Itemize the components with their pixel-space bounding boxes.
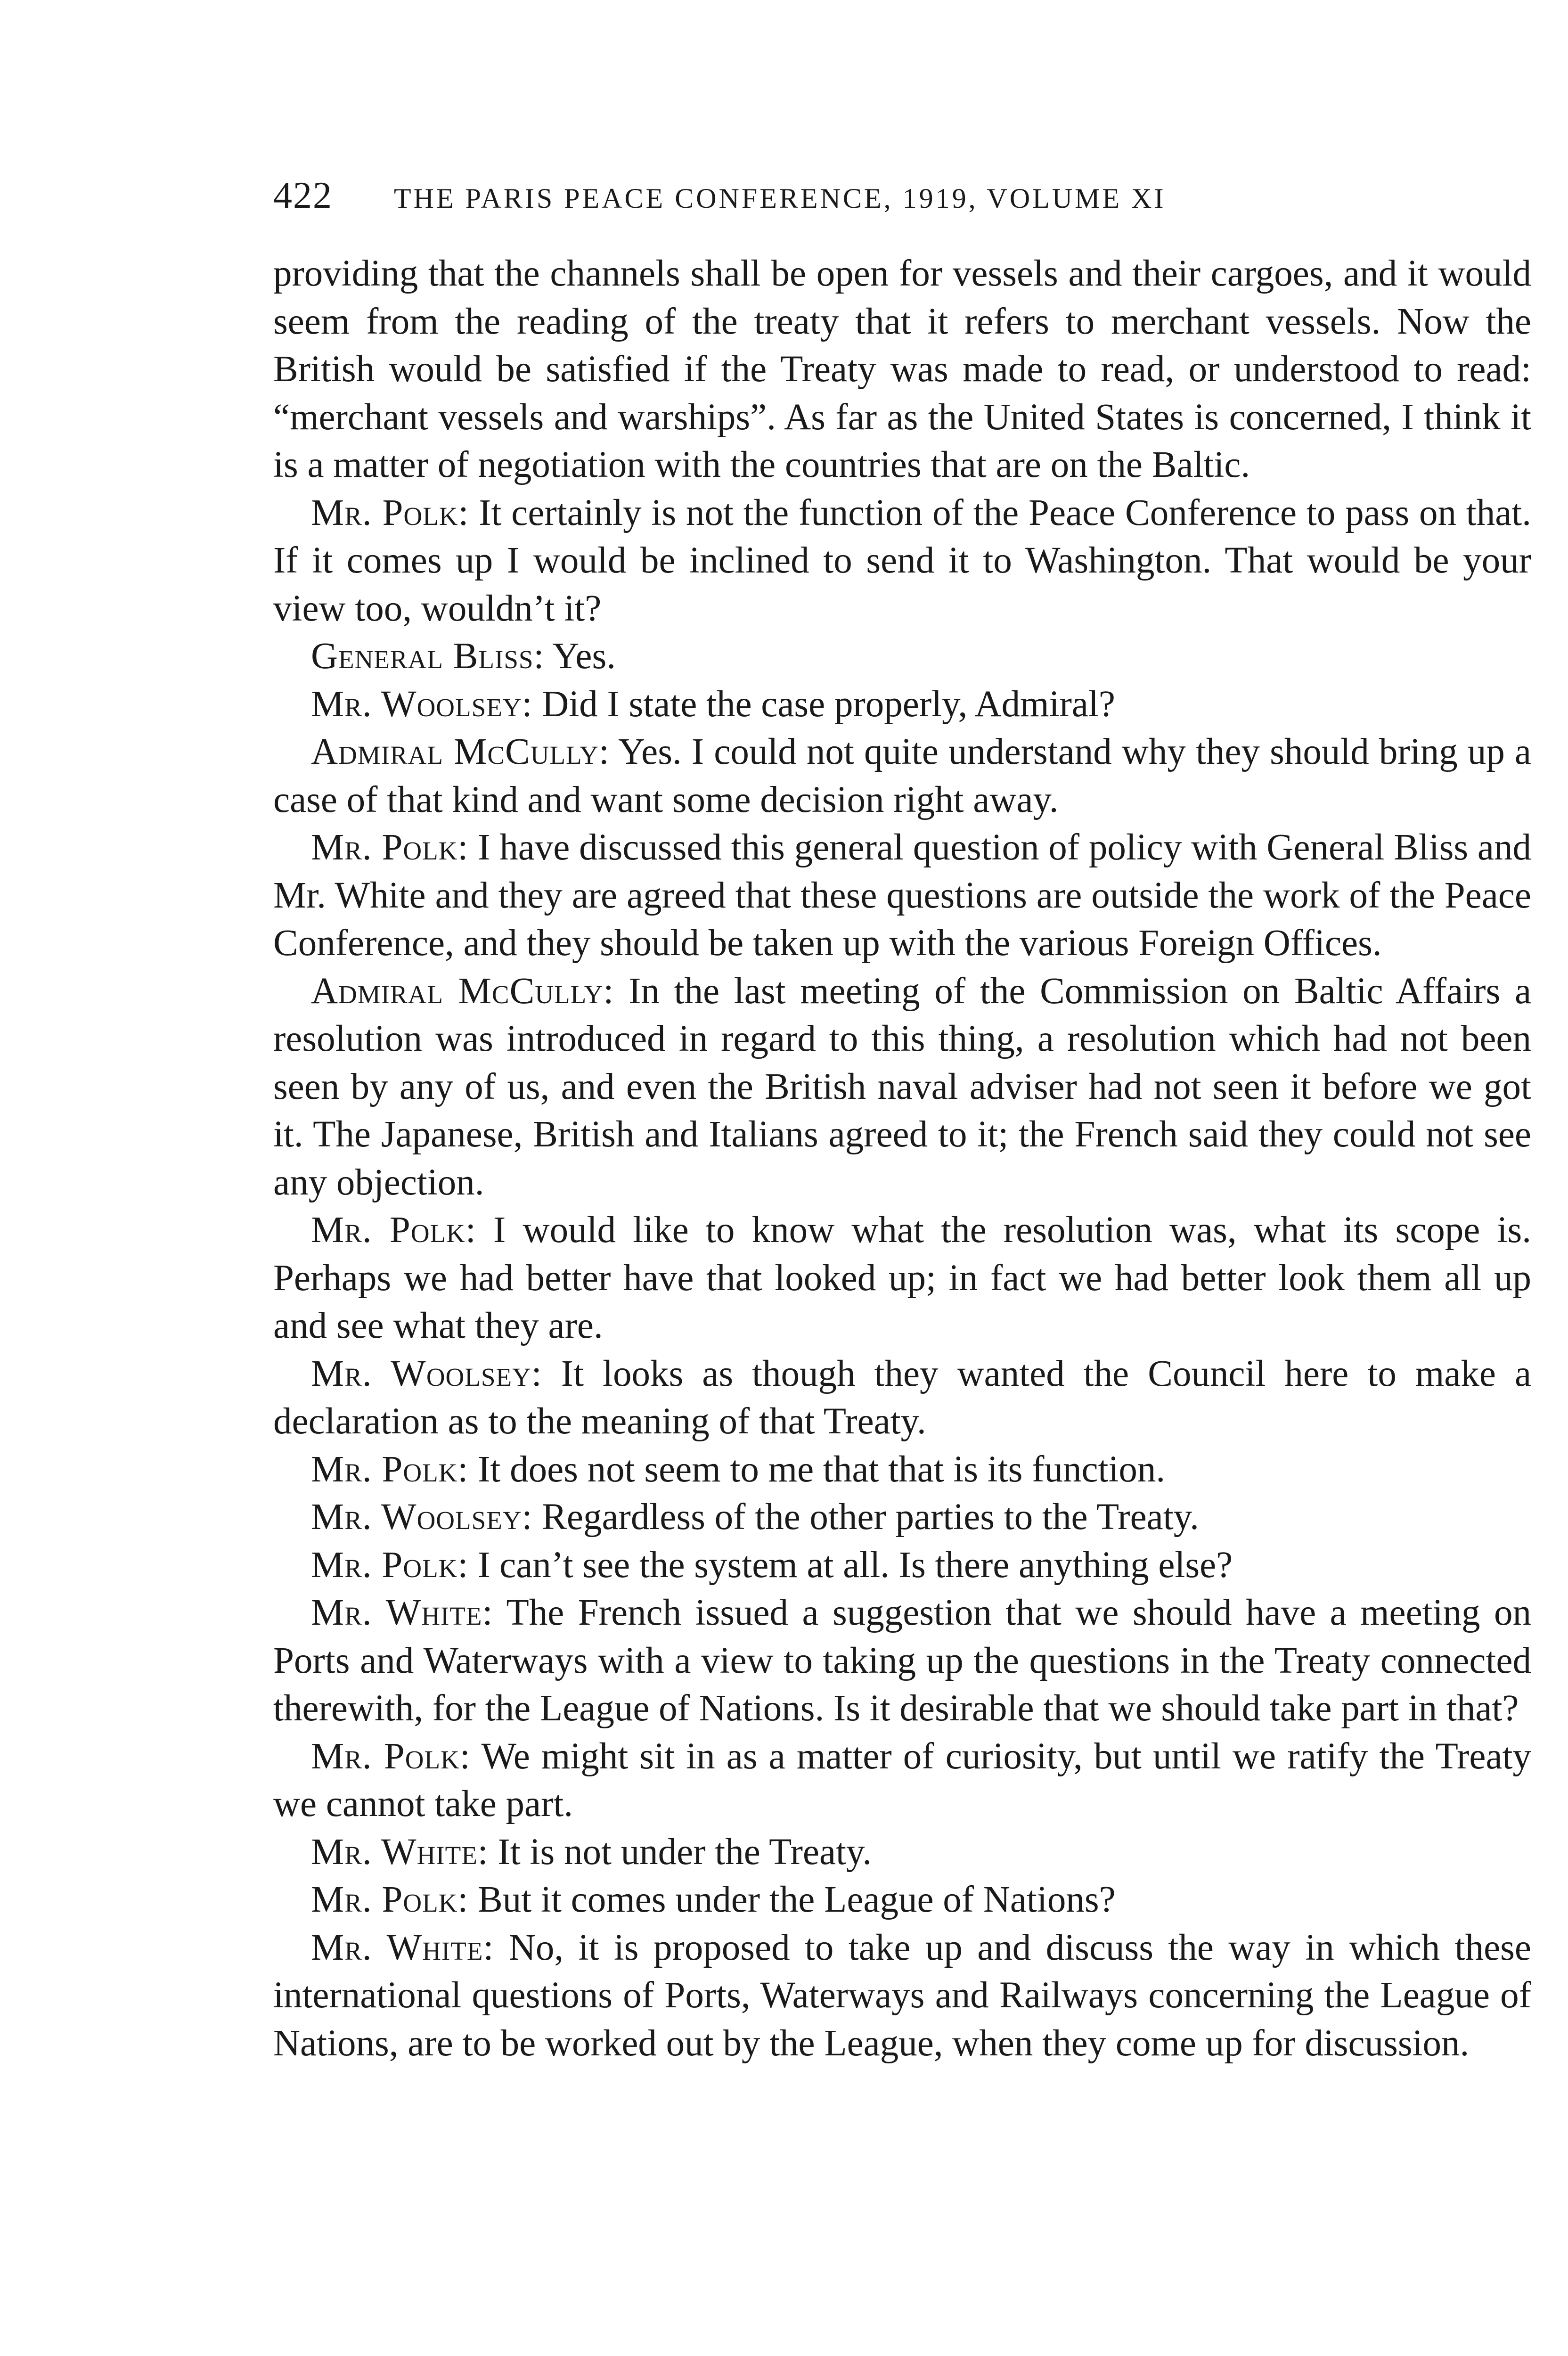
paragraph-text: We might sit in as a matter of curiosity, but until we ratify the Treaty we cannot take part. bbox=[273, 1735, 1532, 1824]
paragraph-4 bbox=[273, 728, 1531, 824]
speaker-name: General Bliss: bbox=[311, 636, 545, 677]
paragraph-8 bbox=[273, 1350, 1531, 1446]
paragraph-12 bbox=[273, 1589, 1531, 1733]
speaker-name: Mr. Polk: bbox=[311, 1448, 469, 1490]
speaker-name: Mr. Woolsey: bbox=[311, 1497, 533, 1538]
paragraph-text: It does not seem to me that that is its function. bbox=[478, 1448, 1166, 1490]
paragraph-13 bbox=[273, 1733, 1531, 1828]
paragraph-text: It is not under the Treaty. bbox=[498, 1831, 872, 1873]
running-head bbox=[273, 174, 1531, 231]
speaker-name: Mr. Polk: bbox=[311, 827, 469, 868]
page-number: 422 bbox=[273, 175, 333, 216]
paragraph-text: I would like to know what the resolution was, what its scope is. Perhaps we had better have that looked up; in fact we had better look them all up and see what they are. bbox=[273, 1210, 1531, 1346]
paragraph-text: I can’t see the system at all. Is there anything else? bbox=[478, 1544, 1233, 1586]
body-text bbox=[273, 250, 1531, 2067]
paragraph-10 bbox=[273, 1493, 1531, 1541]
paragraph-text: I have discussed this general question of policy with General Bliss and Mr. White and they are agreed that these questions are outside the work of the Peace Conference, and they should be taken up with the various Foreign Offices. bbox=[273, 827, 1532, 964]
speaker-name: Mr. Polk: bbox=[311, 1210, 476, 1251]
paragraph-text: It looks as though they wanted the Council here to make a declaration as to the meaning of that Treaty. bbox=[273, 1353, 1532, 1442]
speaker-name: Mr. White: bbox=[311, 1592, 493, 1633]
speaker-name: Mr. Polk: bbox=[311, 1735, 471, 1777]
speaker-name: Mr. Polk: bbox=[311, 1879, 469, 1920]
paragraph-text: No, it is proposed to take up and discuss the way in which these international questions of Ports, Waterways and Railways concerning the League of Nations, are to be worked out by the League, when they come up for discussion. bbox=[273, 1927, 1531, 2064]
paragraph-text: But it comes under the League of Nations? bbox=[478, 1879, 1116, 1920]
paragraph-3 bbox=[273, 680, 1531, 728]
paragraph-15 bbox=[273, 1876, 1531, 1924]
paragraph-11 bbox=[273, 1541, 1531, 1589]
paragraph-7 bbox=[273, 1206, 1531, 1350]
paragraph-text: In the last meeting of the Commission on Baltic Affairs a resolution was introduced in regard to this thing, a resolution which had not been seen by any of us, and even the British naval adviser had not seen it before we got it. The Japanese, British and Italians agreed to it; the French said they could not see any objection. bbox=[273, 970, 1532, 1203]
speaker-name: Admiral McCully: bbox=[311, 731, 610, 772]
speaker-name: Mr. White: bbox=[311, 1831, 489, 1873]
paragraph-9 bbox=[273, 1446, 1531, 1494]
paragraph-0 bbox=[273, 250, 1531, 489]
speaker-name: Mr. White: bbox=[311, 1927, 494, 1968]
paragraph-2 bbox=[273, 632, 1531, 680]
speaker-name: Admiral McCully: bbox=[311, 970, 614, 1012]
speaker-name: Mr. Woolsey: bbox=[311, 1353, 542, 1394]
paragraph-text: providing that the channels shall be open for vessels and their cargoes, and it would seem from the reading of the treaty that it refers to merchant vessels. Now the British would be satisfied if the Treaty was made to read, or understood to read: “merchant vessels and warships”. As far as the United States is concerned, I think it is a matter of negotiation with the countries that are on the Baltic. bbox=[273, 253, 1531, 485]
paragraph-text: It certainly is not the function of the Peace Conference to pass on that. If it comes up I would be inclined to send it to Washington. That would be your view too, wouldn’t it? bbox=[273, 492, 1531, 629]
paragraph-16 bbox=[273, 1924, 1531, 2068]
speaker-name: Mr. Woolsey: bbox=[311, 683, 533, 725]
paragraph-text: Yes. I could not quite understand why they should bring up a case of that kind and want some decision right away. bbox=[273, 731, 1532, 820]
paragraph-5 bbox=[273, 824, 1531, 967]
speaker-name: Mr. Polk: bbox=[311, 1544, 469, 1586]
speaker-name: Mr. Polk: bbox=[311, 492, 469, 533]
paragraph-14 bbox=[273, 1828, 1531, 1876]
paragraph-text: Did I state the case properly, Admiral? bbox=[542, 683, 1115, 725]
paragraph-6 bbox=[273, 967, 1531, 1207]
paragraph-1 bbox=[273, 489, 1531, 633]
document-page bbox=[273, 174, 1531, 2067]
paragraph-text: Regardless of the other parties to the Treaty. bbox=[542, 1497, 1199, 1538]
running-title: THE PARIS PEACE CONFERENCE, 1919, VOLUME XI bbox=[394, 183, 1166, 214]
paragraph-text: Yes. bbox=[552, 636, 616, 677]
paragraph-text: The French issued a suggestion that we should have a meeting on Ports and Waterways with a view to taking up the questions in the Treaty connected therewith, for the League of Nations. Is it desirable that we should take part in that? bbox=[273, 1592, 1532, 1729]
